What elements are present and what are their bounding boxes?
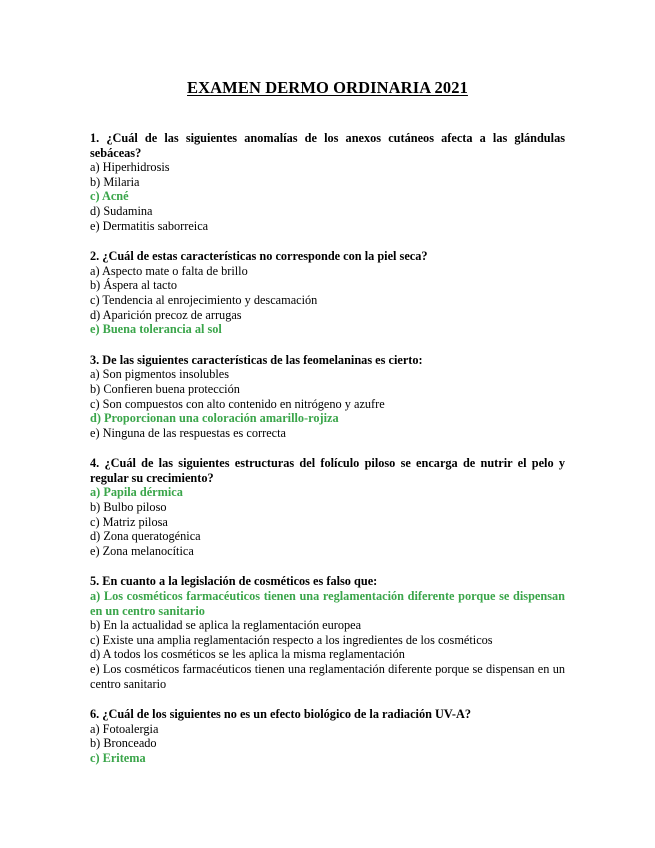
question-stem: 5. En cuanto a la legislación de cosméticos es falso que: (90, 574, 378, 589)
answer-option: c) Son compuestos con alto contenido en nitrógeno y azufre (90, 396, 385, 411)
answer-option: e) Los cosméticos farmacéuticos tienen una reglamentación diferente porque se dispensan en un centro sanitario (90, 662, 565, 691)
question-6 (90, 707, 565, 765)
question-stem: 2. ¿Cuál de estas características no corresponde con la piel seca? (90, 249, 428, 264)
answer-option: b) Milaria (90, 174, 140, 189)
answer-option: c) Matriz pilosa (90, 514, 168, 529)
answer-option: d) Aparición precoz de arrugas (90, 307, 242, 322)
correct-answer-option: a) Los cosméticos farmacéuticos tienen una reglamentación diferente porque se dispensan en un centro sanitario (90, 589, 565, 618)
correct-answer-option: d) Proporcionan una coloración amarillo-rojiza (90, 411, 339, 426)
answer-option: a) Son pigmentos insolubles (90, 367, 230, 382)
question-stem: 3. De las siguientes características de las feomelaninas es cierto: (90, 352, 423, 367)
answer-option: d) Sudamina (90, 203, 153, 218)
answer-option: b) Bronceado (90, 736, 157, 751)
correct-answer-option: e) Buena tolerancia al sol (90, 322, 222, 337)
answer-option: b) En la actualidad se aplica la reglamentación europea (90, 618, 362, 633)
answer-option: e) Zona melanocítica (90, 543, 194, 558)
answer-option: b) Áspera al tacto (90, 278, 178, 293)
answer-option: a) Aspecto mate o falta de brillo (90, 263, 248, 278)
question-stem: 1. ¿Cuál de las siguientes anomalías de los anexos cutáneos afecta a las glándulas sebáceas? (90, 131, 565, 160)
correct-answer-option: c) Eritema (90, 750, 146, 765)
answer-option: a) Fotoalergia (90, 721, 159, 736)
answer-option: a) Hiperhidrosis (90, 160, 170, 175)
question-5 (90, 574, 565, 691)
answer-option: e) Ninguna de las respuestas es correcta (90, 425, 286, 440)
answer-option: b) Bulbo piloso (90, 500, 167, 515)
answer-option: d) Zona queratogénica (90, 529, 201, 544)
correct-answer-option: c) Acné (90, 189, 129, 204)
answer-option: b) Confieren buena protección (90, 381, 240, 396)
answer-option: c) Existe una amplia reglamentación respecto a los ingredientes de los cosméticos (90, 632, 493, 647)
question-stem: 6. ¿Cuál de los siguientes no es un efecto biológico de la radiación UV-A? (90, 707, 471, 722)
question-1 (90, 131, 565, 233)
correct-answer-option: a) Papila dérmica (90, 485, 183, 500)
answer-option: e) Dermatitis saborreica (90, 218, 209, 233)
question-2 (90, 249, 565, 337)
question-4 (90, 456, 565, 558)
question-3 (90, 353, 565, 441)
answer-option: c) Tendencia al enrojecimiento y descamación (90, 292, 318, 307)
question-list (90, 131, 565, 782)
exam-title: EXAMEN DERMO ORDINARIA 2021 (187, 78, 468, 97)
question-stem: 4. ¿Cuál de las siguientes estructuras del folículo piloso se encarga de nutrir el pelo y regular su crecimiento? (90, 456, 565, 485)
answer-option: d) A todos los cosméticos se les aplica la misma reglamentación (90, 647, 405, 662)
